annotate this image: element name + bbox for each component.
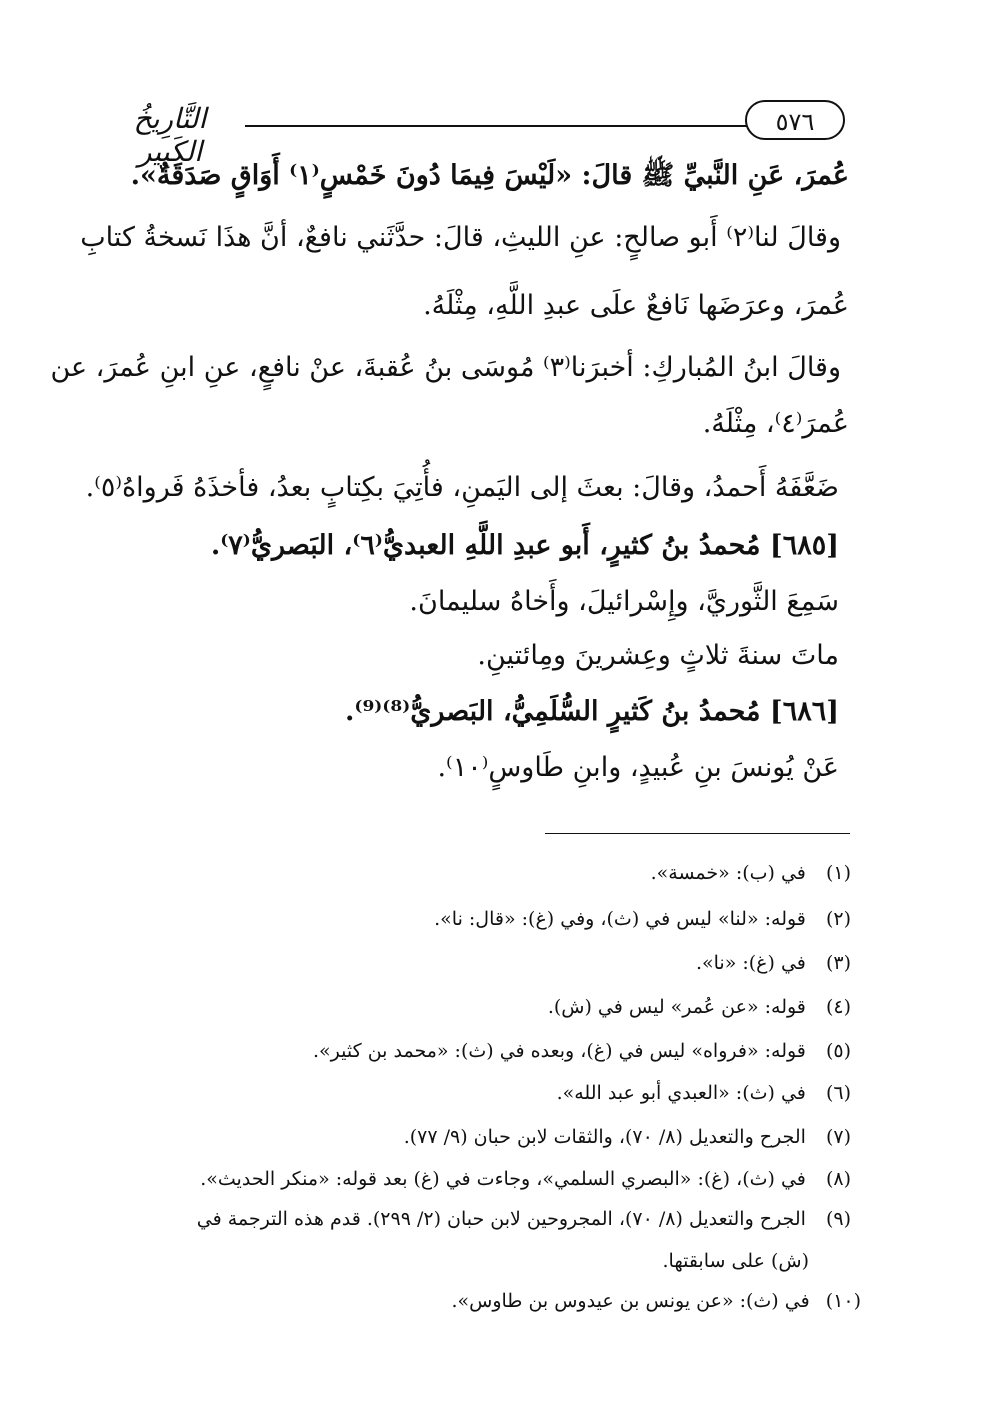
footnote-number: (٦) bbox=[825, 1082, 851, 1104]
footnote-text: في (غ): «نا». bbox=[695, 952, 806, 974]
footnote-text: قوله: «لنا» ليس في (ث)، وفي (غ): «قال: نا». bbox=[434, 908, 806, 930]
footnote-number: (٣) bbox=[825, 952, 851, 974]
footnote-2 bbox=[434, 908, 851, 930]
footnote-9-continuation: (ش) على سابقتها. bbox=[662, 1250, 809, 1272]
footnote-text: في (ث): «العبدي أبو عبد الله». bbox=[556, 1082, 806, 1104]
footnote-text: في (ث): «عن يونس بن عيدوس بن طاوس». bbox=[451, 1290, 810, 1312]
body-line-8: سَمِعَ الثَّوريَّ، وإِسْرائيلَ، وأَخاهُ سليمانَ. bbox=[409, 586, 839, 617]
footnote-number: (٥) bbox=[825, 1040, 851, 1062]
body-line-9: ماتَ سنةَ ثلاثٍ وعِشرينَ ومِائتينِ. bbox=[477, 640, 839, 671]
footnote-text: قوله: «فرواه» ليس في (غ)، وبعده في (ث): «محمد بن كثير». bbox=[313, 1040, 806, 1062]
footnote-10 bbox=[451, 1290, 861, 1312]
entry-685-heading: [٦٨٥] مُحمدُ بنُ كثيرٍ، أَبو عبدِ اللَّهِ العبديُّ⁽٦⁾، البَصريُّ⁽٧⁾. bbox=[210, 530, 839, 561]
footnote-text: قوله: «عن عُمر» ليس في (ش). bbox=[547, 996, 806, 1018]
footnote-6 bbox=[557, 1082, 851, 1104]
footnote-number: (٩) bbox=[825, 1208, 851, 1230]
footnote-number: (١٠) bbox=[825, 1290, 861, 1312]
footnote-number: (١) bbox=[825, 862, 851, 884]
body-line-3: عُمرَ، وعرَضَها نَافعٌ علَى عبدِ اللَّهِ، مِثْلَهُ. bbox=[423, 290, 849, 321]
header-rule bbox=[245, 125, 747, 127]
book-title: التَّارِيخُ الكَبِير bbox=[133, 102, 207, 168]
footnote-7 bbox=[404, 1126, 851, 1148]
footnote-number: (٧) bbox=[825, 1126, 851, 1148]
body-line-2: وقالَ لنا⁽٢⁾ أَبو صالحٍ: عنِ الليثِ، قالَ: حدَّثَني نافعٌ، أنَّ هذَا نَسخةُ كتابِ bbox=[80, 222, 841, 253]
entry-686-heading: [٦٨٦] مُحمدُ بنُ كَثيرٍ السُّلَمِيُّ، البَصريُّ⁽⁸⁾⁽⁹⁾. bbox=[344, 696, 839, 727]
footnote-8 bbox=[200, 1168, 851, 1190]
body-line-4: وقالَ ابنُ المُباركِ: أخبرَنا⁽٣⁾ مُوسَى بنُ عُقبةَ، عنْ نافعٍ، عنِ ابنِ عُمرَ، عن bbox=[50, 352, 841, 383]
footnote-4 bbox=[548, 996, 851, 1018]
body-line-6: ضَعَّفَهُ أَحمدُ، وقالَ: بعثَ إلى اليَمنِ، فأُتِيَ بكِتابٍ بعدُ، فأخذَهُ فَرواهُ⁽٥⁾. bbox=[85, 472, 839, 503]
page-number: ٥٧٦ bbox=[745, 100, 845, 140]
footnote-text: في (ث)، (غ): «البصري السلمي»، وجاءت في (غ) بعد قوله: «منكر الحديث». bbox=[200, 1168, 806, 1190]
footnote-text: في (ب): «خمسة». bbox=[650, 862, 806, 884]
footnote-5 bbox=[313, 1040, 851, 1062]
page-header bbox=[100, 100, 845, 168]
footnote-number: (٨) bbox=[825, 1168, 851, 1190]
footnote-separator bbox=[545, 833, 850, 834]
footnote-number: (٢) bbox=[825, 908, 851, 930]
footnote-text: الجرح والتعديل (٨/ ٧٠)، المجروحين لابن حبان (٢/ ٢٩٩). قدم هذه الترجمة في bbox=[196, 1208, 806, 1230]
footnote-9 bbox=[197, 1208, 851, 1230]
footnote-3 bbox=[696, 952, 851, 974]
footnote-1 bbox=[651, 862, 851, 884]
footnote-text: الجرح والتعديل (٨/ ٧٠)، والثقات لابن حبان (٩/ ٧٧). bbox=[403, 1126, 806, 1148]
body-line-11: عَنْ يُونسَ بنِ عُبيدٍ، وابنِ طَاوسٍ⁽١٠⁾. bbox=[437, 752, 839, 783]
body-line-1: عُمرَ، عَنِ النَّبيِّ ﷺ قالَ: «لَيْسَ فِيمَا دُونَ خَمْسٍ⁽١⁾ أَوَاقٍ صَدَقَةٌ». bbox=[130, 160, 849, 191]
footnote-number: (٤) bbox=[825, 996, 851, 1018]
body-line-5: عُمرَ⁽٤⁾، مِثْلَهُ. bbox=[702, 408, 849, 439]
